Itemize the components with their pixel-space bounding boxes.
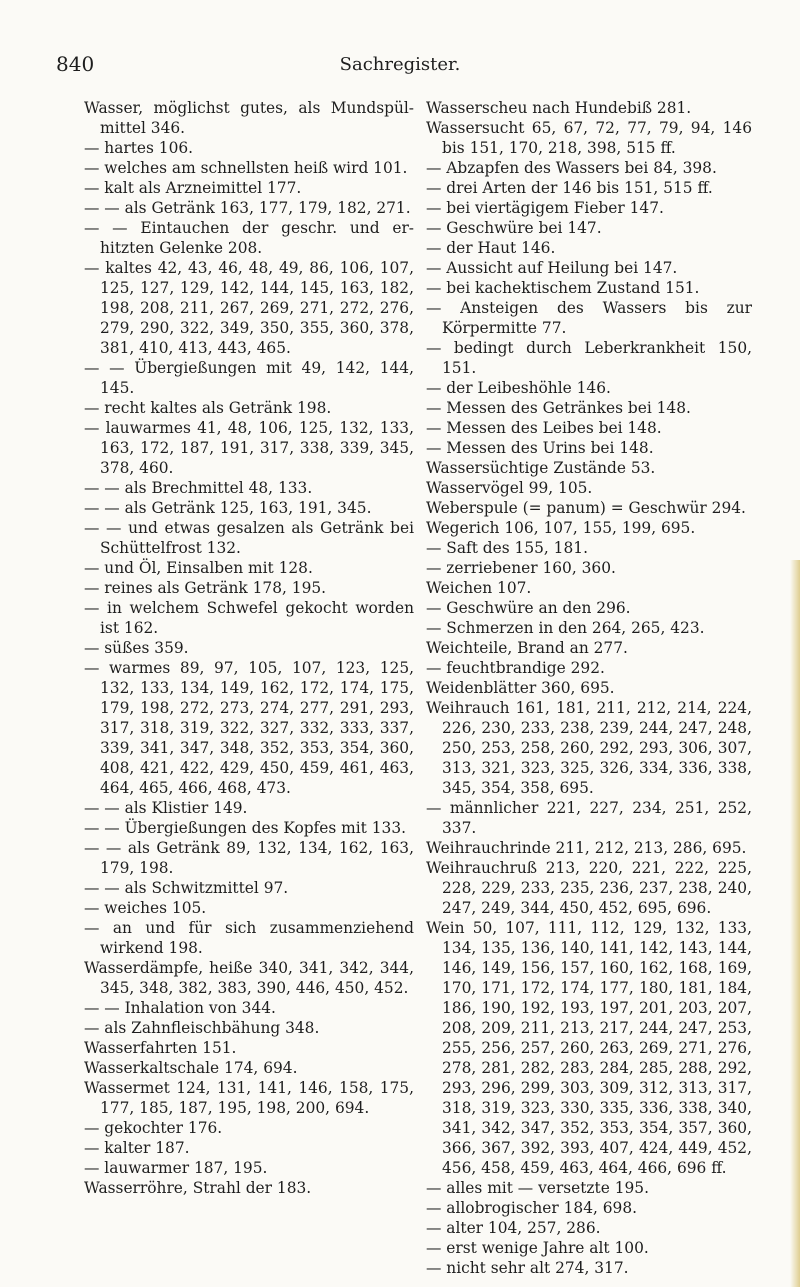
index-entry: — alter 104, 257, 286.	[426, 1219, 601, 1237]
index-entry: — drei Arten der 146 bis 151, 515 ff.	[426, 179, 713, 197]
index-entry: Weichen 107.	[426, 579, 532, 597]
page-edge-shading	[790, 560, 800, 1287]
index-entry: — gekochter 176.	[84, 1119, 223, 1137]
index-entry: — Geschwüre an den 296.	[426, 599, 631, 617]
index-entry: Wasserkaltschale 174, 694.	[84, 1059, 298, 1077]
index-entry: — lauwarmes 41, 48, 106, 125, 132, 133, 163, 172, 187, 191, 317, 338, 339, 345, 378, 460.	[84, 419, 414, 477]
index-entry: Wassersucht 65, 67, 72, 77, 79, 94, 146 bis 151, 170, 218, 398, 515 ff.	[426, 119, 752, 157]
index-entry: — reines als Getränk 178, 195.	[84, 579, 327, 597]
index-entry: — männlicher 221, 227, 234, 251, 252, 337.	[426, 799, 752, 837]
index-entry: — — als Schwitzmittel 97.	[84, 879, 289, 897]
index-entry: — bei viertägigem Fieber 147.	[426, 199, 664, 217]
index-entry: — kaltes 42, 43, 46, 48, 49, 86, 106, 107, 125, 127, 129, 142, 144, 145, 163, 182, 198, 208, 211, 267, 269, 271, 272, 276, 279, 290, 322, 349, 350, 355, 360, 378, 381, 410, 413, 443, 465.	[84, 259, 414, 357]
index-entry: — — Übergießungen des Kopfes mit 133.	[84, 819, 407, 837]
index-entry: — als Zahnfleischbähung 348.	[84, 1019, 320, 1037]
index-entry: — der Leibeshöhle 146.	[426, 379, 611, 397]
index-entry: Weberspule (= panum) = Geschwür 294.	[426, 499, 746, 517]
index-column-right	[426, 98, 752, 1278]
index-entry: Wasser, möglichst gutes, als Mundspül-mittel 346.	[84, 99, 414, 137]
index-entry: — — als Getränk 125, 163, 191, 345.	[84, 499, 372, 517]
index-entry: — Messen des Leibes bei 148.	[426, 419, 662, 437]
index-entry: — allobrogischer 184, 698.	[426, 1199, 638, 1217]
index-entry: — recht kaltes als Getränk 198.	[84, 399, 332, 417]
index-entry: — lauwarmer 187, 195.	[84, 1159, 268, 1177]
index-entry: Weihrauchrinde 211, 212, 213, 286, 695.	[426, 839, 747, 857]
page-number: 840	[56, 52, 95, 76]
index-entry: — an und für sich zusammenziehend wirkend 198.	[84, 919, 414, 957]
index-entry: — Messen des Getränkes bei 148.	[426, 399, 691, 417]
index-entry: — — als Klistier 149.	[84, 799, 248, 817]
index-entry: — hartes 106.	[84, 139, 194, 157]
index-column-left	[84, 98, 414, 1198]
index-entry: Weichteile, Brand an 277.	[426, 639, 628, 657]
index-entry: — nicht sehr alt 274, 317.	[426, 1259, 629, 1277]
index-entry: — kalt als Arzneimittel 177.	[84, 179, 302, 197]
index-entry: — — als Getränk 163, 177, 179, 182, 271.	[84, 199, 411, 217]
index-entry: — bedingt durch Leberkrankheit 150, 151.	[426, 339, 752, 377]
index-entry: — — Übergießungen mit 49, 142, 144, 145.	[84, 359, 414, 397]
index-entry: — bei kachektischem Zustand 151.	[426, 279, 700, 297]
index-entry: — welches am schnellsten heiß wird 101.	[84, 159, 408, 177]
index-entry: Wein 50, 107, 111, 112, 129, 132, 133, 134, 135, 136, 140, 141, 142, 143, 144, 146, 149, 156, 157, 160, 162, 168, 169, 170, 171, 172, 174, 177, 180, 181, 184, 186, 190, 192, 193, 197, 201, 203, 207, 208, 209, 211, 213, 217, 244, 247, 253, 255, 256, 257, 260, 263, 269, 271, 276, 278, 281, 282, 283, 284, 285, 288, 292, 293, 296, 299, 303, 309, 312, 313, 317, 318, 319, 323, 330, 335, 336, 338, 340, 341, 342, 347, 352, 353, 354, 357, 360, 366, 367, 392, 393, 407, 424, 449, 452, 456, 458, 459, 463, 464, 466, 696 ff.	[426, 919, 752, 1177]
index-entry: Wassersüchtige Zustände 53.	[426, 459, 656, 477]
index-entry: — — Eintauchen der geschr. und er-hitzten Gelenke 208.	[84, 219, 414, 257]
index-entry: — Abzapfen des Wassers bei 84, 398.	[426, 159, 717, 177]
index-entry: Wasserfahrten 151.	[84, 1039, 237, 1057]
index-entry: — in welchem Schwefel gekocht worden ist 162.	[84, 599, 414, 637]
index-entry: — Schmerzen in den 264, 265, 423.	[426, 619, 705, 637]
index-entry: — süßes 359.	[84, 639, 189, 657]
running-title: Sachregister.	[339, 54, 461, 75]
index-entry: — Ansteigen des Wassers bis zur Körpermitte 77.	[426, 299, 752, 337]
index-entry: Wasservögel 99, 105.	[426, 479, 593, 497]
index-entry: — Geschwüre bei 147.	[426, 219, 602, 237]
index-entry: — kalter 187.	[84, 1139, 190, 1157]
index-entry: Wasserdämpfe, heiße 340, 341, 342, 344, 345, 348, 382, 383, 390, 446, 450, 452.	[84, 959, 414, 997]
index-entry: Wegerich 106, 107, 155, 199, 695.	[426, 519, 696, 537]
index-entry: Weihrauch 161, 181, 211, 212, 214, 224, 226, 230, 233, 238, 239, 244, 247, 248, 250, 253, 258, 260, 292, 293, 306, 307, 313, 321, 323, 325, 326, 334, 336, 338, 345, 354, 358, 695.	[426, 699, 752, 797]
index-entry: — erst wenige Jahre alt 100.	[426, 1239, 649, 1257]
index-entry: — der Haut 146.	[426, 239, 556, 257]
index-entry: — alles mit — versetzte 195.	[426, 1179, 649, 1197]
index-entry: — — Inhalation von 344.	[84, 999, 276, 1017]
index-entry: — — und etwas gesalzen als Getränk bei Schüttelfrost 132.	[84, 519, 414, 557]
index-entry: Wasserscheu nach Hundebiß 281.	[426, 99, 692, 117]
index-entry: — — als Brechmittel 48, 133.	[84, 479, 313, 497]
index-entry: Wasserröhre, Strahl der 183.	[84, 1179, 312, 1197]
index-entry: — feuchtbrandige 292.	[426, 659, 605, 677]
index-entry: — Saft des 155, 181.	[426, 539, 588, 557]
index-entry: Wassermet 124, 131, 141, 146, 158, 175, 177, 185, 187, 195, 198, 200, 694.	[84, 1079, 414, 1117]
index-entry: Weihrauchruß 213, 220, 221, 222, 225, 228, 229, 233, 235, 236, 237, 238, 240, 247, 249, 344, 450, 452, 695, 696.	[426, 859, 752, 917]
index-entry: — weiches 105.	[84, 899, 207, 917]
index-entry: — — als Getränk 89, 132, 134, 162, 163, 179, 198.	[84, 839, 414, 877]
index-entry: — und Öl, Einsalben mit 128.	[84, 559, 313, 577]
index-entry: — warmes 89, 97, 105, 107, 123, 125, 132, 133, 134, 149, 162, 172, 174, 175, 179, 198, 272, 273, 274, 277, 291, 293, 317, 318, 319, 322, 327, 332, 333, 337, 339, 341, 347, 348, 352, 353, 354, 360, 408, 421, 422, 429, 450, 459, 461, 463, 464, 465, 466, 468, 473.	[84, 659, 414, 797]
index-entry: Weidenblätter 360, 695.	[426, 679, 615, 697]
index-entry: — Messen des Urins bei 148.	[426, 439, 654, 457]
index-entry: — Aussicht auf Heilung bei 147.	[426, 259, 678, 277]
index-entry: — zerriebener 160, 360.	[426, 559, 616, 577]
